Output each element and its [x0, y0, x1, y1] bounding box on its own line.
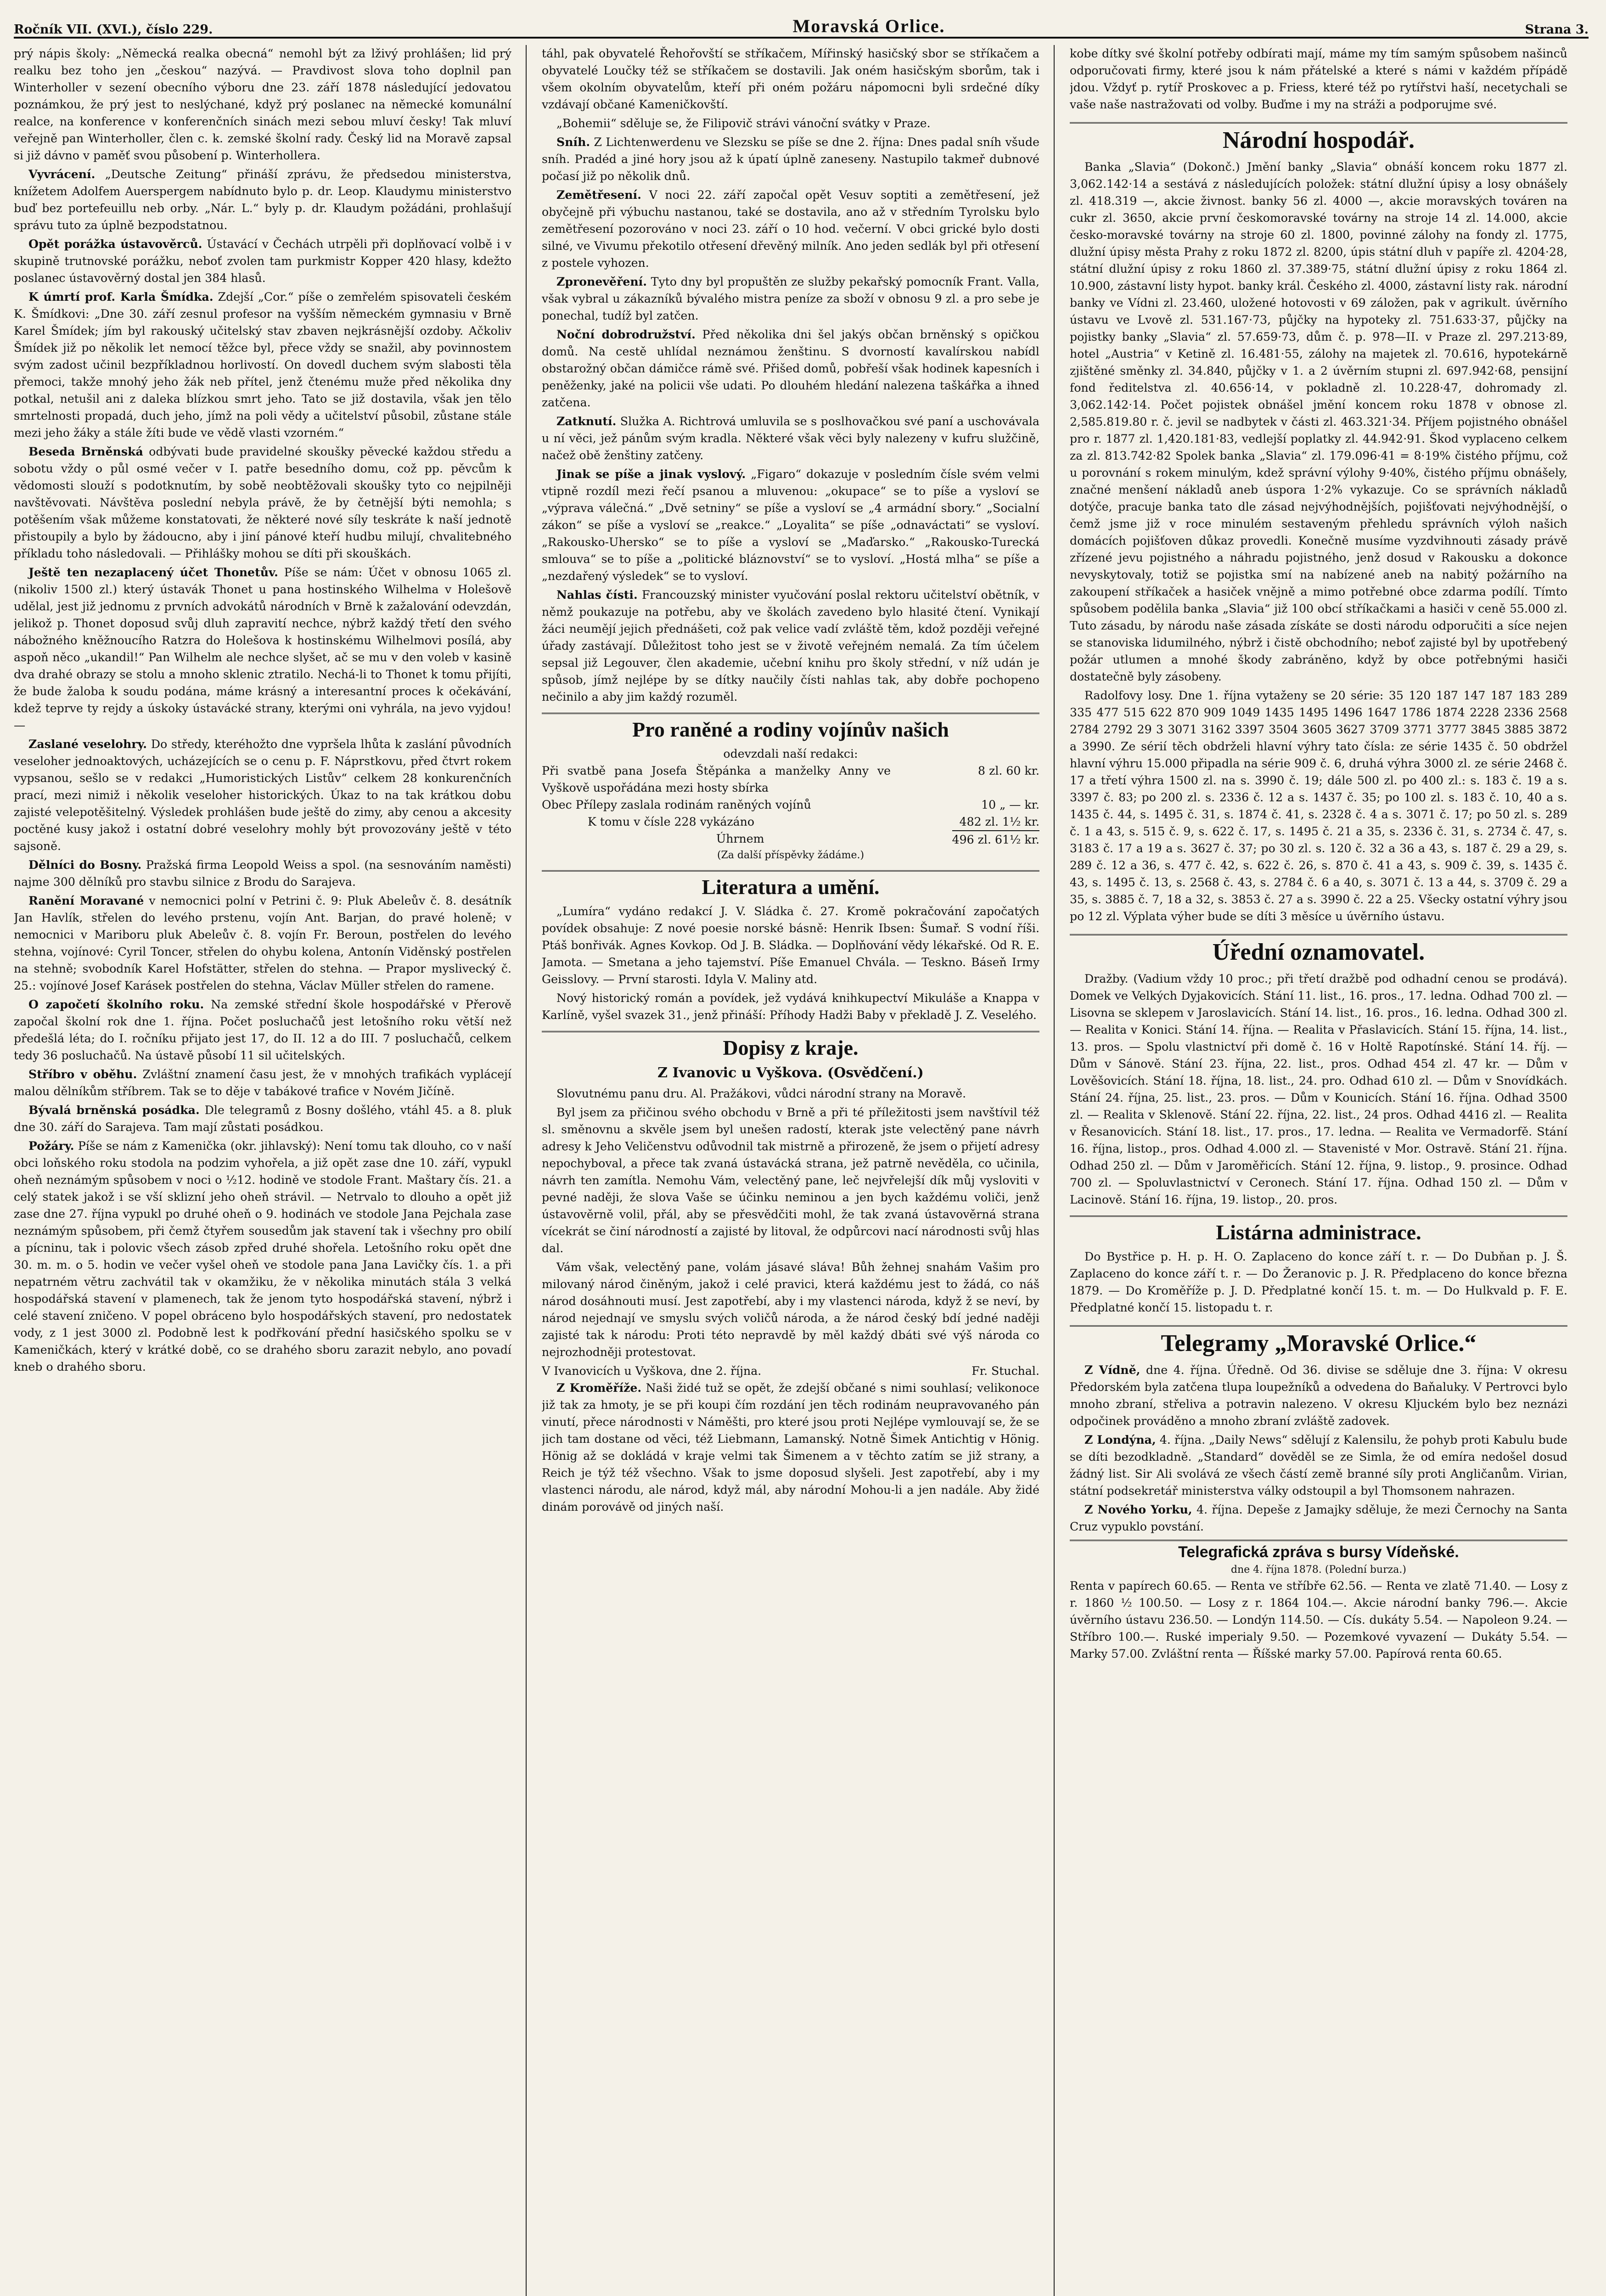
item-text: odbývati bude pravidelné skoušky pěvecké každou středu a sobotu vždy o půl osmé večer v I. patře besedního domu, což pp. pěvcům k vědomosti slouží s podotknutím, by sobě neobtěžovali skoušky tyto co nejpilněji navštěvovati. Návštěva poslední nebyla právě, že by četnější býti nemohla; s potěšením však můžeme konstatovati, že některé nové síly teskráte k naší jednotě přistoupily a bylo by žádoucno, aby i jiní pánové kteří hudbu milují, chvalitebného příkladu toho následovali. — Přihlášky mohou se díti při skouškách. [14, 445, 511, 560]
news-item [14, 1102, 511, 1136]
item-text: Z Lichtenwerdenu ve Slezsku se píše se dne 2. října: Dnes padal sníh všude sníh. Pradéd a jiné hory jsou až k úpatí úplně zaneseny. Nastupilo takmeř dubnové počasí již po několik dnů. [542, 135, 1039, 183]
donation-label: Obec Přílepy zaslala rodinám raněných vojínů [542, 798, 811, 811]
news-item: Dražby. (Vadium vždy 10 proc.; při třetí dražbě pod odhadní cenou se prodává). Domek ve Velkých Dyjakovicích. Stání 11. list., 16. pros., 17. ledna. Odhad 700 zl. — Lisovna se sklepem v Jaroslavicích. Stání 14. list., 16. pros., 16. ledna. Odhad 300 zl. — Realita v Konici. Stání 14. října. — Realita v Přaslavicích. Stání 15. října, 14. list., 13. pros. — Spolu vlastnictví při domě č. 16 v Holtě Rapotínské. Stání 14. říj. — Dům v Sánově. Stání 23. října, 22. list., pros. Odhad 454 zl. 47 kr. — Dům v Lověšovicích. Stání 18. října, 18. list., 24. pro. Odhad 610 zl. — Dům v Snovídkách. Stání 24. října, 25. list., 23. pros. — Dům v Kounicích. Stání 16. října. Odhad 3500 zl. — Realita v Sklenově. Stání 22. října, 22. list., 24 pros. Odhad 4416 zl. — Realita v Řesanovicích. Stání 18. list., 17. pros., 17. ledna. — Realita ve Vermadorfě. Stání 16. října, listop., pros. Odhad 4.000 zl. — Stavenisté v Mor. Ostravě. Stání 21. října. Odhad 250 zl. — Dům v Jaroměřicích. Stání 12. října, 9. listop., 9. prosince. Odhad 700 zl. — Spoluvlastnictví v Ceronech. Stání 17. října. Odhad 150 zl. — Dům v Lacinově. Stání 16. října, 19. listop., 20. pros. [1070, 972, 1567, 1206]
item-text: Pražská firma Leopold Weiss a spol. (na sesnováním naměsti) najme 300 dělníků pro stavbu silnice z Brodu do Sarajeva. [14, 858, 511, 889]
item-title: Zpronevěření. [556, 275, 647, 288]
item-text: Služka A. Richtrová umluvila se s poslhovačkou své paní a uschovávala u ní věci, jež pánům svým kradla. Některé však věci byly nalezeny v kufru služčině, načež obě ženštiny zatčeny. [542, 415, 1039, 462]
column-2 [542, 45, 1039, 2296]
item-title: Z Kroměříže. [556, 1381, 642, 1395]
stock-report-date: dne 4. října 1878. (Polední burza.) [1230, 1564, 1406, 1576]
item-text: „Deutsche Zeitung“ přináší zprávu, že předsedou ministerstva, knížetem Adolfem Auerspergem nabídnuto bylo p. dr. Leop. Klaudymu ministerstvo buď bez portefeuillu neb orby. „Nár. L.“ byly p. dr. Klaudym požádáni, prohlašují správu tuto za úplně bezpodstatnou. [14, 168, 511, 232]
section-heading: Národní hospodář. [1070, 122, 1567, 155]
news-item [542, 273, 1039, 324]
letter-signature: Fr. Stuchal. [971, 1364, 1039, 1378]
section-heading: Dopisy z kraje. [542, 1031, 1039, 1061]
item-title: Dělníci do Bosny. [28, 858, 142, 872]
news-item: Do Bystřice p. H. p. H. O. Zaplaceno do konce září t. r. — Do Dubňan p. J. Š. Zaplaceno do konce září t. r. — Do Žeranovic p. J. R. Předplaceno do konce března 1879. — Do Kroměříže p. J. D. Předplatné končí 15. t. m. — Do Hulkvald p. F. E. Předplatné končí 15. listopadu t. r. [1070, 1250, 1567, 1314]
telegram-item [1070, 1501, 1567, 1535]
article-text: kobe dítky své školní potřeby odbírati mají, máme my tím samým spůsobem našinců odporučovati firmy, které jsou k nám přátelské a které s námi v každém přípádě jdou. Vždyť p. rytíř Proskovec a p. Friess, které též po rytířstvi haší, necetychali se vaše naše nastražovati od volby. Buďme i my na stráži a podporujme své. [1070, 47, 1567, 111]
article-text: táhl, pak obyvatelé Řehořovští se stříkačem, Mířinský hasičský sbor se stříkačem a obyvatelé Loučky též se stříkačem se dostavili. Jak oném hasičským sborům, tak i všem okolním obyvatelům, kteří při oném požáru nápomocni byli srdečné díky vzdávají občané Kameničkovští. [542, 47, 1039, 111]
telegram-item [1070, 1362, 1567, 1429]
letter-signature-row [542, 1362, 1039, 1379]
page-header [14, 8, 1589, 39]
news-item [542, 134, 1039, 185]
item-text: „Figaro“ dokazuje v posledním čísle svém velmi vtipně rozdíl mezi řečí psanou a mluvenou: „okupace“ se to píše a vysloví se „výprava válečná.“ „Dvě setniny“ se píše a vysloví se „4 armádní sbory.“ „Socialní zákon“ se píše a vysloví se „reakce.“ „Loyalita“ se píše „odnaváctati“ se vysloví. „Rakousko-Uhersko“ se to píše a vysloví se „Maďarsko.“ „Rakousko-Turecká smlouva“ se to píše a „politické bláznovství“ se to vysloví. „Hostá mlha“ se píše a „nezdařený výsledek“ se to vysloví. [542, 467, 1039, 583]
donation-total-row [542, 830, 1039, 848]
donation-label: Při svatbě pana Josefa Štěpánka a manželky Anny ve Vyškově uspořádána mezi hosty sbírka [542, 764, 891, 794]
section-heading: Telegramy „Moravské Orlice.“ [1070, 1325, 1567, 1358]
telegram-item [1070, 1431, 1567, 1499]
item-title: Zatknutí. [556, 414, 617, 428]
column-1 [14, 45, 511, 2296]
item-text: Píše se nám: Účet v obnosu 1065 zl. (nikoliv 1500 zl.) který ústavák Thonet u pana hostinského Wilhelma v Holešově udělal, jest již jednomu z prvních advokátů národních v Brně k zažalování odevzdán, jelikož p. Thonet doposud svůj dluh zapravití nechce, nýbrž každý třetí den svého nábožného kněžnoucího Ratzra do Holešova k hostinskému Wilhelmovi posílá, aby aspoň něco „ukandil!“ Pan Wilhelm ale nechce slyšet, ač se mu v den voleb v kasině dva drahé obrazy se stolu a mnoho sklenic ztratilo. Nechá-li to Thonet k tomu přijíti, že bude žaloba k soudu podána, máme krásný a interesantní proces k očekávání, kdež teprve ty rejdy a úskoky ústavácké strany, kterými oni vyhrála, na jevo vyjdou! — [14, 566, 511, 732]
item-text: Francouzský minister vyučování poslal rektoru učitelství obětník, v němž poukazuje na potřebu, aby ve školách zavedeno bylo hlasité čtení. Vynikají žáci neumějí jejich přednášeti, což pak velice vadí zvláště těm, kdož později veřejné úřady zastávají. Důležitost toho jest se v životě veřejném nemalá. Za tím účelem sepsal již Legouver, člen akademie, učební knihu pro školy střední, v níž udán je spůsob, jímž nejlépe by se dítky naučily čísti nahlas tak, aby dobře pochopeno nečinilo a aby jim každý rozuměl. [542, 588, 1039, 703]
news-item [14, 1137, 511, 1375]
donations-heading: Pro raněné a rodiny vojínův našich [542, 713, 1039, 743]
news-item [14, 736, 511, 855]
donation-row [542, 762, 1039, 796]
news-item [542, 413, 1039, 464]
news-item: „Bohemii“ sděluje se, že Filipovič strávi vánoční svátky v Praze. [556, 117, 931, 130]
donation-amount: 8 zl. 60 kr. [978, 764, 1039, 777]
news-item: Banka „Slavia“ (Dokonč.) Jmění banky „Slavia“ obnáší koncem roku 1877 zl. 3,062.142·14 a sestává z následujících položek: státní dlužní úpisy a losy obnášely zl. 418.319 —, akcie živnost. banky 56 zl. 4000 —, akcie moravských továren na cukr zl. 3650, akcie první českomoravské továrny na stroje 14 zl. 14.000, akcie česko-moravské továrny na stroje 60 zl. 1800, povinné zálohy na fondy zl. 1775, dlužní úpisy města Prahy z roku 1872 zl. 8200, úpis státní dluh v papíře zl. 4204·28, státní dlužní úpisy z roku 1860 zl. 37.389·75, státní dlužní úpisy z roku 1864 zl. 10.900, zástavní listy hypot. banky král. Českého zl. 4000, zástavní listy rak. národní banky ve Vídni zl. 23.460, uložené hotovosti v 69 záložen, pak v agrikult. úvěrního ústavu ve Lvově zl. 531.167·73, půjčky na hypoteky zl. 751.633·37, půjčky na pojistky banky „Slavia“ zl. 57.659·73, dům č. p. 978—II. v Praze zl. 297.213·89, hotel „Austria“ v Ketině zl. 16.481·55, zálohy na majetek zl. 70.616, hypotekárně zjištěné směnky zl. 34.840, půjčky v 1. a 2 úvěrním stupni zl. 697.942·68, pensijní fond ředitelstva zl. 40.656·14, v pokladně zl. 10.228·47, dohromady zl. 3,062.142·14. Počet pojistek obnášel jmění koncem roku 1878 v obnose zl. 2,585.819.80 r. č. jevil se nadbytek v části zl. 463.321·34. Příjem pojistného obnášel pro r. 1877 zl. 1,420.181·83, vedlejší poplatky zl. 44.942·91. Škod vyplaceno celkem za zl. 813.742·82 Spolek banka „Slavia“ zl. 179.096·41 = 8·19% čistého příjmu, což u porovnání s rokem minulým, kdež správní výlohy 9·40%, čistého příjmu obnášely, značné menšení nákladů aneb úspora 1·2% vykazuje. Co se správních nákladů dotýče, pracuje banka tato dle zásad nejvýhodnějších, pojišťovati nejvýhodnější, o čemž jsme již v roce minulém sestaveným přehledu správních výloh našich domácích pojišťoven důkaz provedli. Konečně musíme vyzdvihnouti zásady právě zřízené jevu pojistného a náhradu pojistného, jenž dosud v Rakousku a dokonce nevyskytovaly, totiž se pojistka smí na nabízené aneb na nabitý požárního na zakoupení stříkaček a hasiček vnějně a mimo potřebné obce zdarma podílí. Tímto spůsobem podělila banka „Slavia“ již 100 obcí stříkačkami a hasiči v ceně 55.000 zl. Tuto zásadu, by národu naše zásada získáte se dosti národu odporučiti a síce nejen se stanoviska lidumilného, nýbrž i čistě obchodního; neboť zajisté byl by upotřebený požár utlumen a mnohé škody zabráněno, když by obce potřebnými hasiči dostatečně byly zásobeny. [1070, 160, 1567, 683]
item-title: Stříbro v oběhu. [28, 1067, 137, 1081]
news-item [14, 892, 511, 994]
item-title: Jinak se píše a jinak vyslový. [556, 467, 746, 481]
section-heading: Listárna administrace. [1070, 1216, 1567, 1245]
stock-report-heading: Telegrafická zpráva s bursy Vídeňské. [1070, 1540, 1567, 1561]
article-text: prý nápis školy: „Německá realka obecná“ nemohl být za lživý prohlášen; lid prý realku bez toho jen „českou“ nazývá. — Pravdivost slova toho doplnil pan Winterholler v sezení obecního výboru dne 23. září 1878 následující jedovatou poznámkou, že prý jest to neslýchané, když prý poslanec na německé komunální realce, na konference v konferenčních sinách mezi sebou mluví česky! Tak mluví veřejně pan Winterholler, člen c. k. zemské školní rady. Český lid na Moravě zapsal si již dávno v paměť svou působení p. Winterhollera. [14, 47, 511, 162]
donation-amount: 496 zl. 61½ kr. [952, 830, 1039, 848]
stock-report-text: Renta v papírech 60.65. — Renta ve stříbře 62.56. — Renta ve zlatě 71.40. — Losy z r. 1860 ½ 100.50. — Losy z r. 1864 104.—. Akcie národní banky 796.—. Akcie úvěrního ústavu 236.50. — Londýn 114.50. — Cís. dukáty 5.54. — Napoleon 9.24. — Stříbro 100.—. Ruské imperialy 9.50. — Pozemkové vyvazení — Dukáty 5.54. — Marky 57.00. Zvláštní renta — Říšské marky 57.00. Papírová renta 60.65. [1070, 1579, 1567, 1660]
newspaper-page [14, 8, 1589, 2296]
donation-row [542, 813, 1039, 830]
item-title: Beseda Brněnská [28, 445, 143, 458]
item-title: Bývalá brněnská posádka. [28, 1103, 200, 1117]
item-text: Zdejší „Cor.“ píše o zemřelém spisovateli českém K. Šmídkovi: „Dne 30. září zesnul profesor na vyšším německém gymnasiu v Brně Karel Šmídek; jím byl rakouský učitelský stav zbaven nejkrásnější ozdoby. Ačkoliv Šmídek již po několik let nemocí těžce byl, přece vždy se snažil, aby povinnostem svým zadost učinil bezpříkladnou horlivostí. On dovedl duchem svým slabosti těla přemoci, takže mnohý jeho žák neb přítel, jenž čtenému muže před několika dny potkal, netušil ani z daleka blízkou smrt jeho. Tato se již dostavila, však jen tělo smrtelnosti propadá, duch jeho, jímž na poli vědy a učitelství působil, zůstane stále mezi jeho žáky a stále žíti bude ve vědě vlasti vzorném.“ [14, 290, 511, 439]
donation-amount: 10 „ — kr. [981, 798, 1039, 811]
letter-text: Vám však, velectěný pane, volám jásavé sláva! Bůh žehnej snahám Vašim pro milovaný národ činěným, jakož i celé pravici, která každému jest to žádá, co náš národ dosáhnouti musí. Jest zapotřebí, aby i my vlastenci národa, když ž se neví, by národ nejednají ve smyslu svých voličů národa, a že národ český bdí jedné naději zajisté tak k národu: Proti této nepravdě by měl každý dbáti své výš národa co nejrozhodněji protestovat. [542, 1261, 1039, 1359]
item-text: Ústavácí v Čechách utrpěli při doplňovací volbě i v skupině trutnovské porážku, neboť zvolen tam purkmistr Kopper 420 hlasy, kdežto poslanec ústavověrný dostal jen 384 hlasů. [14, 237, 511, 285]
letter-place: V Ivanovicích u Vyškova, dne 2. října. [542, 1364, 762, 1378]
news-item [14, 1066, 511, 1100]
item-title: Ranění Moravané [28, 894, 144, 907]
newspaper-title: Moravská Orlice. [792, 16, 945, 36]
item-text: V noci 22. září započal opět Vesuv soptiti a zemětřesení, jež obyčejně při výbuchu nastanou, také se dostavila, ano až v středním Tyrolsku bylo zemětřesení pozorováno v noci 23. září o 10 hod. večerní. V obci grické bylo dosti silné, ve Vivumu překotilo otřesení dřevěný milník. Ano jeden sedlák byl při otřesení z postele vyhozen. [542, 188, 1039, 270]
column-divider [1054, 45, 1055, 2296]
donation-label: Úhrnem [716, 832, 764, 845]
section-heading: Úřední oznamovatel. [1070, 934, 1567, 967]
letter-text: Byl jsem za přičinou svého obchodu v Brně a při té příležitosti jsem navštívil též sl. směnovnu a skvěle jsem byl unešen radostí, kterak jste velectěný pane návrh adresy k Jeho Veličenstvu odůvodnil tak mistrně a přirozeně, že jsem o přijetí adresy nepochyboval, a přece tak zvaná ústavácká strana, jež patrně nevěděla, co učinila, návrh ten zamítla. Nemohu Vám, velectěný pane, leč nejvřelejší dík můj vysloviti v pevné naději, že slova Vaše se účinku neminou a jen bych každému voliči, jenž ústavověrně volil, přál, aby se přesvědčiti mohl, že tak zvaná ústavověrná strana vícekrát se činí národností a zajisté by litoval, že odpůrcovi nací národnosti svůj hlas dal. [542, 1106, 1039, 1255]
issue-number: Ročník VII. (XVI.), číslo 229. [14, 23, 213, 37]
item-text: Do středy, kteréhožto dne vypršela lhůta k zaslání původních veseloher jednoaktových, ucházejících se o cenu p. F. Náprstkovu, před čtvrt rokem vypsanou, sešlo se v redakci „Humoristických Listův“ celkem 28 konkurenčních prací, mezi nimiž i několik veseloher historických. Úkaz to na tak krátkou dobu zajisté velepotěšitelný. Výsledek prohlášen bude ještě do zimy, aby cenou a akcesity poctěné kusy jakož i ostatní dobré veselohry mohly být provozovány ještě v této sajsoně. [14, 737, 511, 853]
item-title: Opět porážka ústavověrců. [28, 237, 202, 251]
item-text: Dle telegramů z Bosny došlého, vtáhl 45. a 8. pluk dne 30. září do Sarajeva. Tam mají zůstati posádkou. [14, 1103, 511, 1134]
news-item [14, 443, 511, 562]
news-item [14, 996, 511, 1064]
donation-amount: 482 zl. 1½ kr. [959, 815, 1039, 828]
news-item: Radolfovy losy. Dne 1. října vytaženy se 20 série: 35 120 187 147 187 183 289 335 477 515 622 870 909 1049 1435 1495 1496 1647 1786 1874 2228 2336 2568 2784 2792 29 3 3071 3162 3397 3504 3605 3627 3709 3771 3777 3845 3885 3872 a 3990. Ze sérií těch obdrželi hlavní výhry tato čísla: ze série 1435 č. 50 obdržel hlavní výhru 15.000 připadla na série 909 č. 6, druhá výhra 3000 zl. ze série 2468 č. 17 a třetí výhra 1500 zl. na s. 3990 č. 19; dále 500 zl. po 400 zl.: s. 183 č. 19 a s. 3397 č. 83; po 200 zl. s. 2336 č. 12 a s. 1437 č. 35; po 100 zl. s. 183 č. 10, 40 a s. 1435 č. 44, s. 1495 č. 31, s. 1874 č. 41, s. 2328 č. 4 a s. 3071 č. 17; po 50 zl. s. 289 č. 1 a 43, s. 515 č. 9, s. 622 č. 17, s. 1495 č. 21 a 35, s. 2336 č. 31, s. 2734 č. 47, s. 3183 č. 17 a 19 a s. 3627 č. 37; po 30 zl. s. 120 č. 32 a 36 a 43, s. 187 č. 29 a 29, s. 289 č. 12 a 36, s. 477 č. 42, s. 622 č. 26, s. 870 č. 41 a 43, s. 909 č. 39, s. 1435 č. 43, s. 1495 č. 13, s. 2568 č. 43, s. 2784 č. 6 a 40, s. 3071 č. 13 a 44, s. 3709 č. 29 a 35, s. 3885 č. 7, 18 a 32, s. 3853 č. 27 a s. 3990 č. 22 a 25. Všecky ostatní výhry jsou po 12 zl. Výplata výher bude se díti 3 měsíce u úvěrního ústavu. [1070, 689, 1567, 923]
item-title: Noční dobrodružství. [556, 327, 696, 341]
news-item [14, 288, 511, 441]
item-text: Před několika dni šel jakýs občan brněnský s opičkou domů. Na cestě uhlídal neznámou ženštinu. S dvorností kavalírskou nabídl obstarožný občan dámičce rámě své. Přišed domů, pobřeší však hodinek kapesních i peněženky, jaké na policii vše udati. Po dlouhém hledání nalezena taškářka a ihned zatčena. [542, 328, 1039, 409]
item-title: Zaslané veselohry. [28, 737, 147, 751]
donations-subheading: odevzdali naší redakci: [723, 747, 858, 760]
item-title: Zemětřesení. [556, 188, 641, 202]
item-title: Z Vídně, [1084, 1363, 1140, 1377]
item-title: Z Nového Yorku, [1084, 1503, 1192, 1516]
news-item [542, 1379, 1039, 1515]
donation-row [542, 796, 1039, 813]
item-title: Požáry. [28, 1139, 74, 1153]
item-text: Na zemské střední škole hospodářské v Přerově započal školní rok dne 1. října. Počet posluchačů jest letošního roku větší než předešlá léta; do I. ročníku přijato jest 17, do II. 12 a do III. 7 posluchačů, celkem tedy 36 posluchačů. Na ústavě působí 11 sil učitelských. [14, 998, 511, 1062]
item-title: K úmrtí prof. Karla Šmídka. [28, 290, 213, 304]
news-item [14, 564, 511, 734]
news-item [14, 166, 511, 234]
item-title: Z Londýna, [1084, 1433, 1156, 1446]
item-text: v nemocnici polní v Petrini č. 9: Pluk Abeleův č. 8. desátník Jan Havlík, střelen do levého prstenu, vojín Ant. Barjan, do pravé holeně; v nemocnici v Mariboru pluk Abeleův č. 8. vojín Fr. Beroun, postřelen do levého stehna, vojínové: Cyril Toncer, střelen do ohybu kolena, Antonín Viděnský postřelen na stehně; svobodník Karel Hofstätter, střelen do stehna. — Prapor myslivecký č. 25.: vojínové Josef Karásek postřelen do stehna, Václav Müller střelen do ramene. [14, 894, 511, 992]
item-text: Naši židé tuž se opět, že zdejší občané s nimi souhlasí; velikonoce již tak za hmoty, je se při koupi čím rozdání jen těch rodinám neupravovaného pán vinutí, přece národnosti v Náměšti, pro které jsou proti Nejlépe vymlouvají se, že se jich tam dostane od věci, též Liebmann, Lamanský. Notně Šimek Antichtig v Hönig. Hönig až se dokládá v kraje velmi tak Šimenem a v těchto zatím se již strany, a Reich je týž též všechno. Však to jsme doposud slyšeli. Jest zapotřebí, aby i my vlastenci národu, ale národ, když mál, aby národní Mohou-li a jen nadále. Aby židé dinám porovávě od jiných naší. [542, 1381, 1039, 1514]
item-title: Ještě ten nezaplacený účet Thonetův. [28, 565, 278, 579]
item-title: Vyvrácení. [28, 167, 95, 181]
column-3 [1070, 45, 1567, 2296]
item-title: Sníh. [556, 135, 590, 149]
item-text: 4. října. Depeše z Jamajky sděluje, že mezi Černochy na Santa Cruz vypuklo povstání. [1070, 1503, 1567, 1533]
news-item [542, 186, 1039, 271]
column-divider [526, 45, 527, 2296]
news-item [542, 326, 1039, 411]
news-item [14, 236, 511, 287]
news-item: Nový historický román a povídek, jež vydává knihkupectví Mikuláše a Knappa v Karlíně, vyšel svazek 31., jenž přináší: Příhody Hadži Baby v překladě J. Z. Veselého. [542, 991, 1039, 1022]
news-item [542, 586, 1039, 705]
news-item [14, 856, 511, 890]
item-text: 4. října. „Daily News“ sdělují z Kalensilu, že pohyb proti Kabulu bude se díti bezodkladně. „Standard“ dověděl se ze Simla, že od emíra nedošel dosud žádný list. Sir Ali svolává ze všech částí země branné síly proti Angličanům. Virian, státní podsekretář ministerstva války odstoupil a byl Thomsonem nahrazen. [1070, 1433, 1567, 1497]
item-text: Tyto dny byl propuštěn ze služby pekařský pomocník Frant. Valla, však vybral u zákazníků bývalého mistra peníze za sboží v obnosu 9 zl. a pro sebe je ponechal, tudíž byl zatčen. [542, 275, 1039, 322]
page-number: Strana 3. [1525, 23, 1589, 37]
item-text: Píše se nám z Kamenička (okr. jihlavský): Není tomu tak dlouho, co v naší obci loňského roku stodola na podzim vyhořela, a již opět zase dne 10. září, vypukl oheň neznámým spůsobem v noci o ½12. hodině ve stodole Frant. Maštary čís. 21. a celý statek jakož i se vší sklizní jeho oheň strávil. — Netrvalo to dlouho a opět již zase dne 27. října vypukl po druhé oheň o 9. hodinách ve stodole Jana Pejchala zase neznámým spůsobem, při čemž čtyřem sousedům jak stavení tak i všechny pro obilí a pícninu, tak i polovic všech zásob zpřed druhé shořela. Letošního roku opět dne 30. m. m. o 5. hodin ve večer vyšel oheň ve stodole pana Jana Lavičky čís. 1. a při nepatrném větru zachvátil tak v okamžiku, že v několika minutách stála 3 velká hospodářská stavení v plamenech, tak že jenom tyto hospodářská stavení, nýbrž i celé stavení zničeno. V popel obráceno bylo hospodářských stavení, pro nedostatek vody, z 1 jest 3000 zl. Podobně lest k podřkování přední hasičského spolku se v Kameničkách, který v krátké době, co se drahého sboru zarazit nebylo, ano povadí kneb o drahého sboru. [14, 1139, 511, 1373]
news-item [542, 466, 1039, 585]
item-title: O započetí školního roku. [28, 997, 204, 1011]
donation-label: K tomu v čísle 228 vykázáno [588, 815, 755, 828]
item-text: Zvláštní znamení času jest, že v mnohých trafikách vyplácejí malou dělníkům stříbrem. Tak se to děje v tabákové trafice v Novém Jičíně. [14, 1068, 511, 1098]
news-item: „Lumíra“ vydáno redakcí J. V. Sládka č. 27. Kromě pokračování započatých povídek obsahuje: Z nové poesie norské básně: Henrik Ibsen: Šumař. S vodní říši. Ptáš bonřivák. Agnes Kovkop. Od J. B. Sládka. — Doplňování vědy lékařské. Od R. E. Jamota. — Smetana a jeho tajemství. Píše Emanuel Chvála. — Teskno. Báseň Irmy Geisslovy. — První starosti. Idyla V. Maliny atd. [542, 905, 1039, 986]
item-title: Nahlas čísti. [556, 588, 638, 602]
item-text: dne 4. října. Úředně. Od 36. divise se sděluje dne 3. října: V okresu Předorském byla zatčena tlupa loupežníků a odvedena do Baňaluky. V Pertrovci bylo mnoho zbraní, střeliva a potravin nalezeno. V okresu Kljuckém bylo bez neznázi odpočinek prováděno a mnoho zbraní zvláště zadovek. [1070, 1363, 1567, 1428]
section-heading: Literatura a umění. [542, 870, 1039, 900]
letter-heading: Z Ivanovic u Vyškova. (Osvědčení.) [657, 1065, 924, 1081]
donations-note: (Za další příspěvky žádáme.) [717, 850, 865, 861]
letter-address: Slovutnému panu dru. Al. Pražákovi, vůdci národní strany na Moravě. [556, 1087, 966, 1100]
